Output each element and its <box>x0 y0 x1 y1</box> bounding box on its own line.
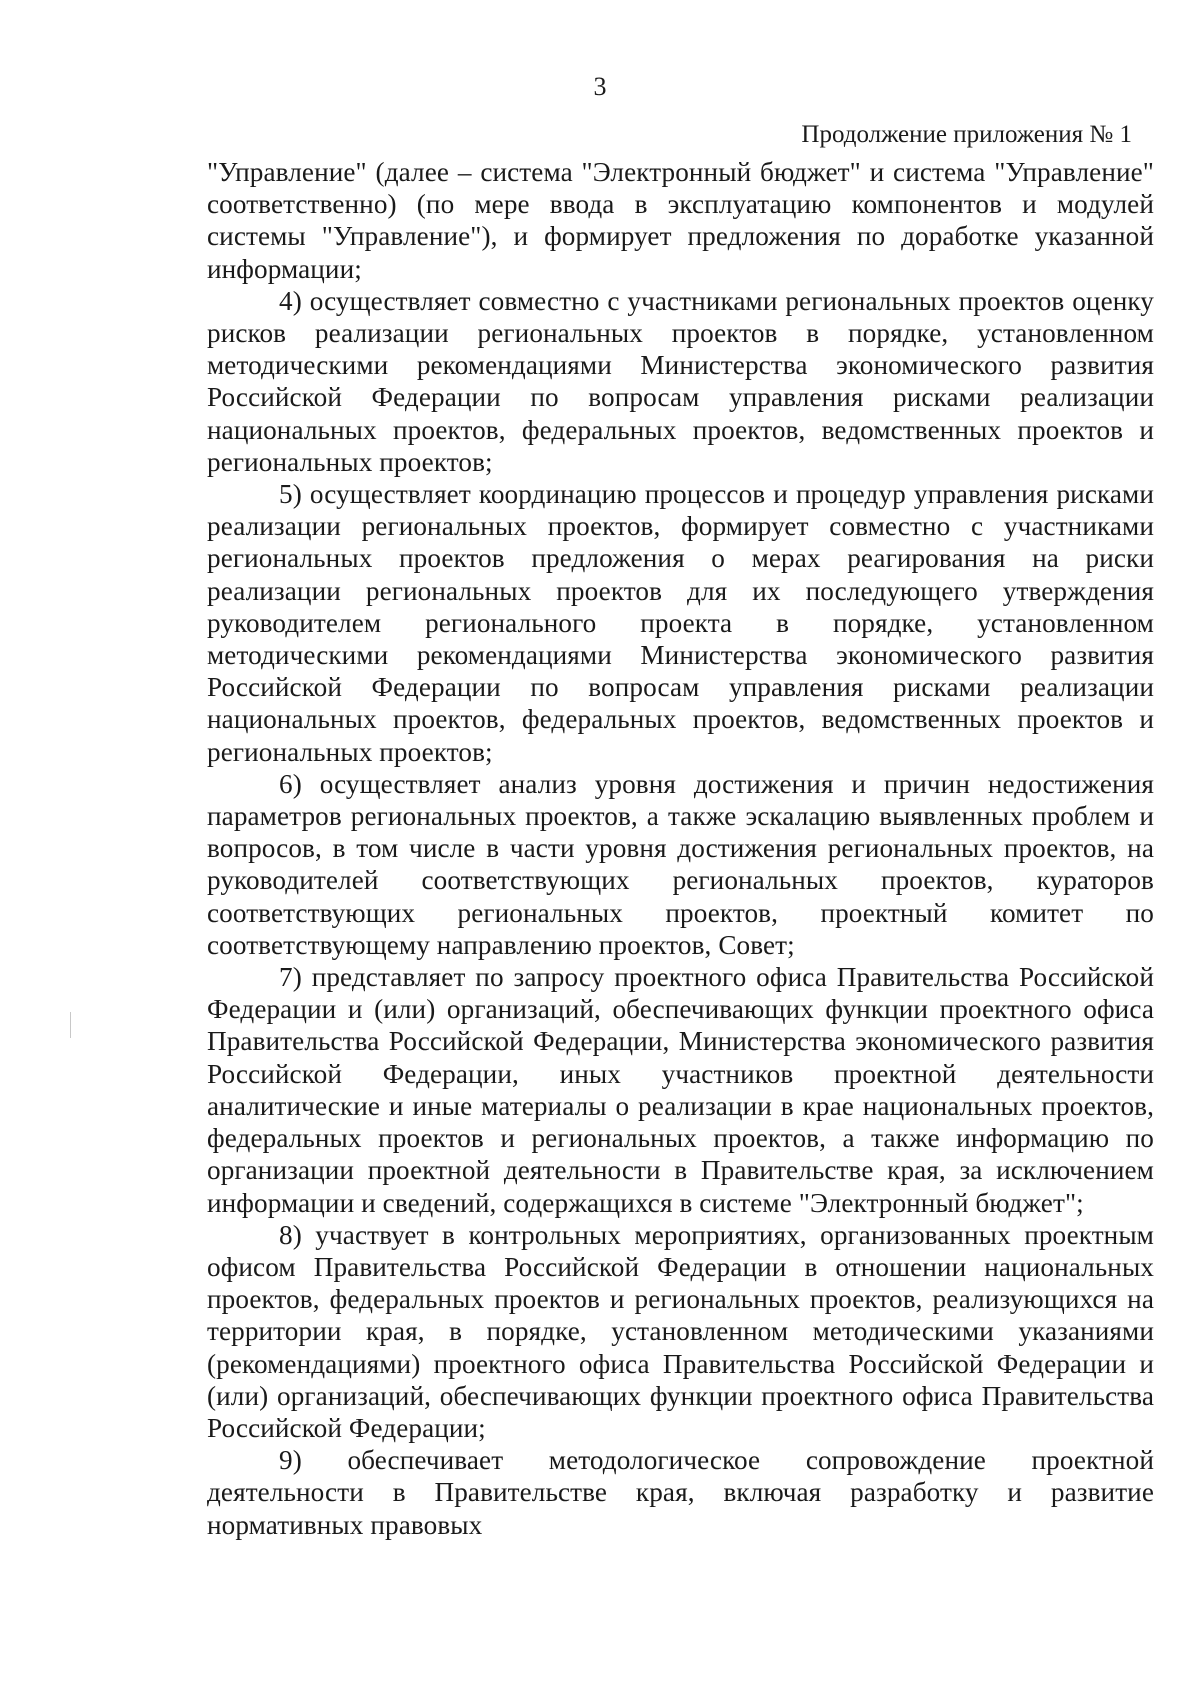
paragraph-item-5: 5) осуществляет координацию процессов и процедур управления рисками реализации региональных проектов, формирует совместно с участниками региональных проектов предложения о мерах реагирования на риски реализации региональных проектов для их последующего утверждения руководителем регионального проекта в порядке, установленном методическими рекомендациями Министерства экономического развития Российской Федерации по вопросам управления рисками реализации национальных проектов, федеральных проектов, ведомственных проектов и региональных проектов; <box>207 479 1154 767</box>
paragraph-item-7: 7) представляет по запросу проектного офиса Правительства Российской Федерации и (или) организаций, обеспечивающих функции проектного офиса Правительства Российской Федерации, Министерства экономического развития Российской Федерации, иных участников проектной деятельности аналитические и иные материалы о реализации в крае национальных проектов, федеральных проектов и региональных проектов, а также информацию по организации проектной деятельности в Правительстве края, за исключением информации и сведений, содержащихся в системе "Электронный бюджет"; <box>207 962 1154 1218</box>
page-number: 3 <box>593 72 607 101</box>
appendix-continuation-note: Продолжение приложения № 1 <box>801 121 1132 148</box>
scan-artifact-mark <box>70 1012 71 1038</box>
paragraph-item-6: 6) осуществляет анализ уровня достижения и причин недостижения параметров региональных проектов, а также эскалацию выявленных проблем и вопросов, в том числе в части уровня достижения региональных проектов, на руководителей соответствующих региональных проектов, кураторов соответствующих региональных проектов, проектный комитет по соответствующему направлению проектов, Совет; <box>207 768 1154 960</box>
paragraph-item-9: 9) обеспечивает методологическое сопровождение проектной деятельности в Правительстве края, включая разработку и развитие нормативных правовых <box>207 1445 1154 1540</box>
paragraph-item-8: 8) участвует в контрольных мероприятиях, организованных проектным офисом Правительства Российской Федерации в отношении национальных проектов, федеральных проектов и региональных проектов, реализующихся на территории края, в порядке, установленном методическими указаниями (рекомендациями) проектного офиса Правительства Российской Федерации и (или) организаций, обеспечивающих функции проектного офиса Правительства Российской Федерации; <box>207 1219 1154 1443</box>
document-body <box>207 156 1154 1541</box>
paragraph-item-4: 4) осуществляет совместно с участниками региональных проектов оценку рисков реализации региональных проектов в порядке, установленном методическими рекомендациями Министерства экономического развития Российской Федерации по вопросам управления рисками реализации национальных проектов, федеральных проектов, ведомственных проектов и региональных проектов; <box>207 285 1154 477</box>
paragraph-continuation: "Управление" (далее – система "Электронный бюджет" и система "Управление" соответственно) (по мере ввода в эксплуатацию компонентов и модулей системы "Управление"), и формирует предложения по доработке указанной информации; <box>207 157 1154 284</box>
